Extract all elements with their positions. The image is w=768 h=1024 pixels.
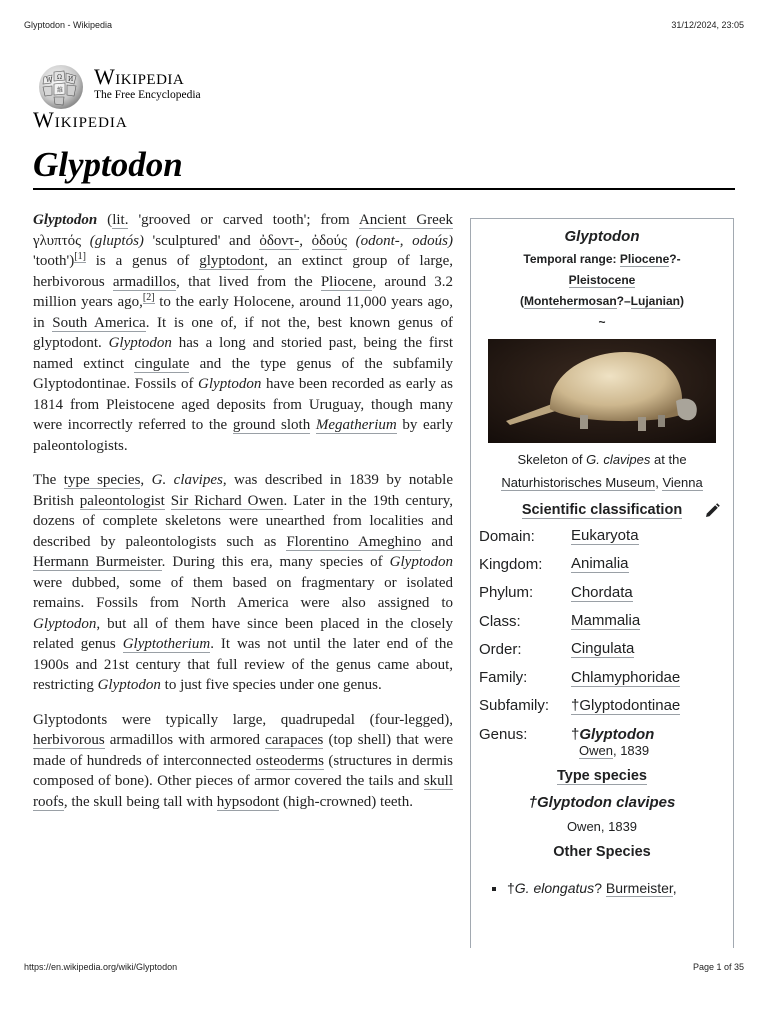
- text-span: , around 3.2 million years ago,: [33, 273, 454, 310]
- species-tail: ,: [672, 880, 677, 897]
- taxonomy-row-family: [471, 663, 733, 691]
- link-naturhistorisches-museum[interactable]: Naturhistorisches Museum: [501, 475, 656, 490]
- print-page-title: Glyptodon - Wikipedia: [24, 20, 113, 30]
- taxon-label: Phylum:: [479, 584, 534, 602]
- taxonomy-table: [471, 522, 733, 758]
- link-herbivorous[interactable]: herbivorous: [33, 732, 105, 748]
- photo-caption: [471, 448, 733, 494]
- species-mark: ?: [594, 880, 606, 897]
- link-type-species[interactable]: type species: [63, 472, 141, 488]
- type-species-name: †Glyptodon clavipes: [528, 794, 676, 812]
- text-span: , that lived from the: [176, 273, 321, 290]
- link-florentino-ameghino[interactable]: Florentino Ameghino: [286, 533, 422, 550]
- infobox: [470, 218, 734, 948]
- italic-span: (gluptós): [89, 232, 144, 249]
- link-odous[interactable]: ὀδούς: [311, 232, 348, 249]
- text-span: , but all of them have since been placed in the closely related genus: [33, 615, 453, 652]
- link-ancient-greek[interactable]: Ancient Greek: [358, 212, 453, 228]
- taxon-label: Subfamily:: [479, 697, 550, 715]
- taxon-label: Family:: [479, 669, 528, 687]
- svg-text:Ω: Ω: [57, 74, 62, 81]
- link-pleistocene-range[interactable]: Pleistocene: [568, 273, 636, 287]
- text-span: (high-crowned) teeth.: [279, 793, 413, 810]
- text-span: . Later in the 19th century, dozens of complete skeletons were unearthed from localities and described by paleontologists such as: [33, 492, 454, 550]
- range-close: ): [680, 294, 685, 308]
- taxonomy-row-subfamily: [471, 692, 733, 720]
- caption-text: ,: [655, 475, 663, 490]
- taxonomy-row-phylum: [471, 579, 733, 607]
- link-vienna[interactable]: Vienna: [662, 475, 703, 490]
- other-species-list: [471, 880, 733, 896]
- link-richard-owen[interactable]: Sir Richard Owen: [170, 492, 284, 509]
- text-span: Glyptodonts were typically large, quadrupedal (four-legged),: [33, 711, 453, 728]
- link-scientific-classification[interactable]: Scientific classification: [521, 502, 683, 518]
- type-species-authority: Owen, 1839: [566, 819, 638, 835]
- citation-2[interactable]: [2]: [142, 292, 155, 303]
- link-lujanian[interactable]: Lujanian: [630, 294, 681, 308]
- text-span: , an extinct group of large, herbivorous: [33, 253, 453, 290]
- link-skull-roofs[interactable]: skull roofs: [33, 773, 453, 810]
- italic-span: Glyptodon: [33, 615, 97, 632]
- link-lit[interactable]: lit.: [112, 212, 129, 228]
- print-page-number: Page 1 of 35: [692, 962, 744, 972]
- text-span: . It was not until the later end of the 1900s and 21st century that full review of the genus came about, restricting: [33, 636, 453, 693]
- link-pliocene-range[interactable]: Pliocene: [619, 252, 670, 266]
- link-megatherium[interactable]: [316, 417, 397, 434]
- taxonomy-row-kingdom: [471, 550, 733, 578]
- wikipedia-globe-icon: [34, 63, 88, 111]
- range-open: (: [519, 294, 524, 308]
- text-span: to the early Holocene, around 11,000 years ago, in: [33, 294, 453, 331]
- taxonomy-row-order: [471, 635, 733, 663]
- link-osteoderms[interactable]: osteoderms: [255, 752, 325, 769]
- taxon-link-chordata[interactable]: Chordata: [571, 583, 633, 601]
- other-species-heading: [471, 844, 733, 860]
- taxon-link-eukaryota[interactable]: Eukaryota: [571, 527, 639, 545]
- citation-1[interactable]: [1]: [74, 251, 86, 262]
- paragraph-intro: [33, 210, 453, 456]
- text-span: . During this era, many species of: [161, 554, 390, 570]
- range-label: Temporal range:: [523, 252, 620, 266]
- text-span: and: [421, 533, 453, 550]
- taxon-link-glyptodontinae[interactable]: †Glyptodontinae: [571, 696, 681, 714]
- glyptodon-skeleton-photo[interactable]: [488, 339, 716, 443]
- taxon-label: Class:: [479, 612, 521, 630]
- genus-year: , 1839: [612, 743, 650, 759]
- title-divider: [33, 188, 735, 190]
- italic-span: Glyptodon: [108, 335, 172, 351]
- italic-span: Glyptodon: [198, 376, 262, 392]
- taxonomy-row-class: [471, 607, 733, 635]
- wikipedia-logo[interactable]: [34, 63, 201, 111]
- species-dagger: †: [507, 880, 515, 897]
- skeleton-illustration: [488, 339, 716, 443]
- text-span: and the type genus of the subfamily Glyptodontinae. Fossils of: [33, 355, 453, 392]
- link-glyptotherium[interactable]: [123, 636, 211, 653]
- italic-span: (odont-, odoús): [355, 232, 454, 249]
- article-body: [33, 210, 453, 826]
- page-title: Glyptodon: [33, 145, 183, 184]
- text-span: have been recorded as early as 1814 from Pleistocene aged deposits from Uruguay, though many were incorrectly referred to the: [33, 376, 453, 433]
- wordmark-secondary: Wikipedia: [33, 107, 128, 132]
- wordmark: [94, 65, 201, 101]
- range-mid: ?–: [616, 294, 631, 308]
- type-species-heading: [471, 768, 733, 784]
- text-span: ,: [140, 472, 152, 488]
- link-odont[interactable]: ὀδοντ-: [259, 232, 300, 249]
- taxon-link-chlamyphoridae[interactable]: Chlamyphoridae: [571, 668, 681, 686]
- taxon-link-mammalia[interactable]: Mammalia: [571, 612, 641, 630]
- taxon-label: Genus:: [479, 725, 528, 743]
- svg-text:И: И: [68, 76, 74, 83]
- range-q: ?-: [669, 252, 681, 266]
- link-hermann-burmeister[interactable]: Hermann Burmeister: [33, 554, 162, 570]
- scientific-classification-heading: [471, 502, 733, 518]
- edit-pencil-icon[interactable]: [703, 502, 721, 520]
- text-span: [347, 233, 356, 249]
- text-span: armadillos with armored: [104, 732, 266, 748]
- paragraph-description: [33, 710, 453, 813]
- print-url: https://en.wikipedia.org/wiki/Glyptodon: [24, 962, 178, 972]
- genus-authority: [471, 743, 733, 758]
- taxonomy-row-domain: [471, 522, 733, 550]
- text-span: , the skull being tall with: [63, 793, 217, 810]
- link-glyptodont[interactable]: glyptodont: [199, 253, 265, 269]
- taxon-label: Domain:: [479, 527, 535, 545]
- text-span: [165, 493, 171, 509]
- text-span: were dubbed, some of them based on fragmentary or isolated remains. Fossils from North America were also assigned to: [33, 574, 453, 611]
- link-armadillos[interactable]: armadillos: [112, 273, 177, 290]
- italic-span: Glyptodon: [97, 677, 161, 693]
- svg-text:W: W: [46, 77, 53, 84]
- link-ground-sloth[interactable]: ground sloth: [232, 417, 311, 433]
- italic-link-text: Glyptotherium: [122, 636, 211, 652]
- link-carapaces[interactable]: carapaces: [265, 732, 324, 748]
- taxon-link-cingulata[interactable]: Cingulata: [571, 640, 635, 658]
- genus-dagger: †: [571, 725, 580, 743]
- range-tilde: ~: [598, 315, 606, 329]
- text-span: . It is one of, if not the, best known genus of glyptodont.: [33, 314, 453, 351]
- caption-text: Skeleton of: [517, 452, 587, 467]
- link-hypsodont[interactable]: hypsodont: [216, 793, 280, 810]
- link-south-america[interactable]: South America: [52, 314, 146, 331]
- text-span: The: [33, 472, 64, 488]
- text-span: 'tooth'): [33, 253, 75, 269]
- link-burmeister[interactable]: Burmeister: [605, 880, 673, 897]
- link-type-species-heading[interactable]: Type species: [556, 768, 647, 785]
- paragraph-history: [33, 470, 453, 696]
- caption-text: at the: [650, 452, 687, 467]
- italic-link-text: Megatherium: [315, 417, 397, 433]
- text-span: has a long and storied past, being the first named extinct: [33, 335, 453, 372]
- text-span: 'sculptured' and: [143, 232, 260, 249]
- genus-value: Glyptodon: [579, 725, 655, 743]
- text-span: 'grooved or carved tooth'; from: [128, 212, 359, 228]
- taxon-label: Kingdom:: [479, 555, 543, 573]
- text-span: by early paleontologists.: [33, 417, 454, 454]
- species-name: G. elongatus: [514, 880, 595, 897]
- text-span: is a genus of: [85, 253, 200, 269]
- list-item: [507, 880, 733, 896]
- italic-span: G. clavipes: [151, 472, 223, 488]
- italic-span: Glyptodon: [389, 554, 453, 570]
- link-montehermosan[interactable]: Montehermosan: [523, 294, 617, 308]
- temporal-range: [471, 249, 733, 333]
- text-span: (: [97, 212, 113, 228]
- svg-text:維: 維: [57, 87, 64, 94]
- text-span: (structures in dermis composed of bone). Other pieces of armor covered the tails and: [33, 752, 454, 789]
- infobox-title: Glyptodon: [564, 228, 640, 245]
- taxon-link-animalia[interactable]: Animalia: [571, 555, 629, 573]
- text-span: (top shell) that were made of hundreds of interconnected: [33, 732, 453, 769]
- taxon-label: Order:: [479, 640, 522, 658]
- wordmark-text: Wikipedia: [94, 64, 185, 89]
- text-span: ,: [299, 232, 312, 249]
- text-span: , was described in 1839 by notable British: [33, 472, 453, 509]
- print-datetime: 31/12/2024, 23:05: [671, 20, 744, 30]
- link-owen[interactable]: Owen: [579, 743, 613, 759]
- link-paleontologist[interactable]: paleontologist: [79, 492, 165, 509]
- print-footer: [24, 962, 744, 972]
- wordmark-tagline: The Free Encyclopedia: [94, 89, 201, 101]
- link-cingulate[interactable]: cingulate: [134, 355, 190, 372]
- print-header: [24, 20, 744, 30]
- caption-species: G. clavipes: [586, 452, 651, 467]
- text-span: to just five species under one genus.: [160, 677, 382, 693]
- bold-title-term: Glyptodon: [33, 212, 98, 228]
- text-span: γλυπτός: [33, 232, 90, 249]
- other-species-heading-text: Other Species: [553, 844, 651, 861]
- link-pliocene[interactable]: Pliocene: [320, 273, 373, 290]
